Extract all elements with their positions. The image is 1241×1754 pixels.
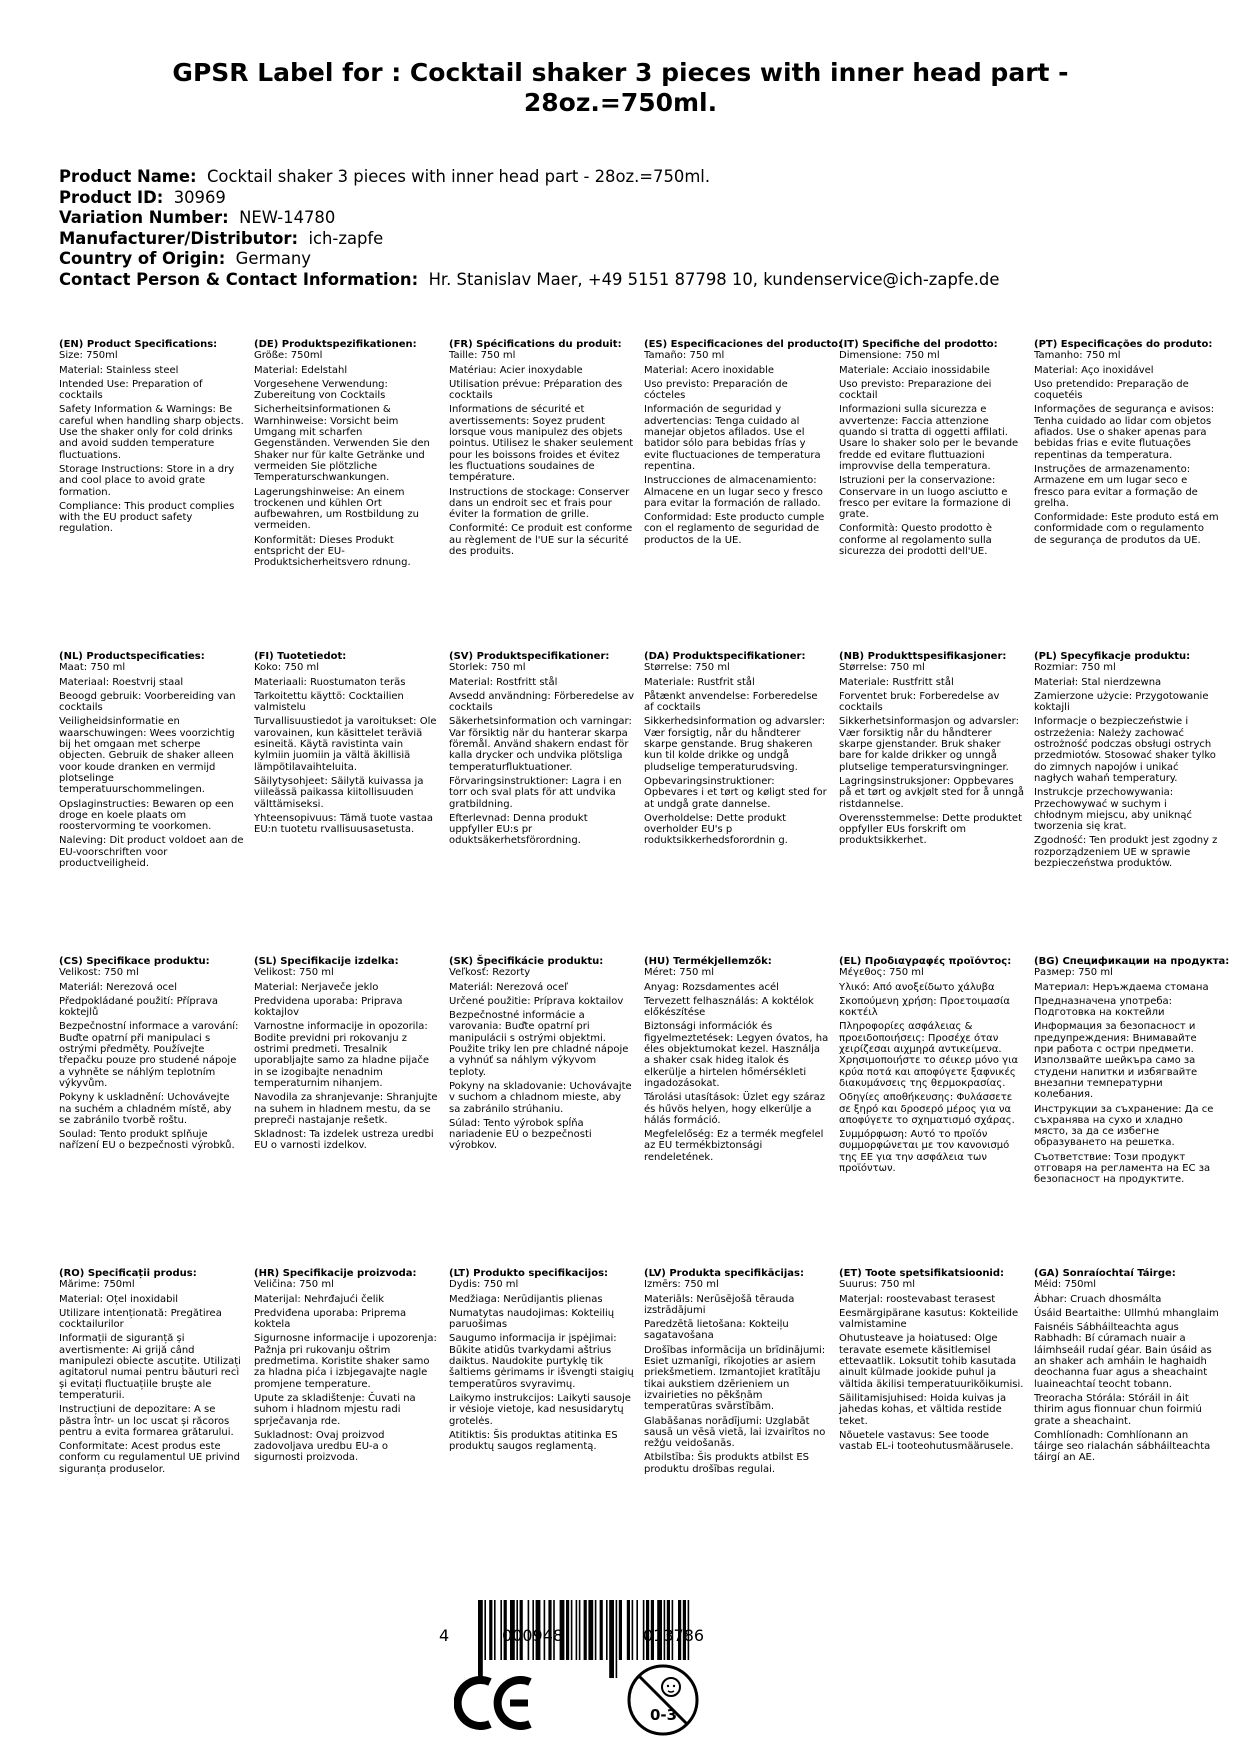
spec-line: Soulad: Tento produkt splňuje nařízení EU o bezpečnosti výrobků. — [59, 1129, 235, 1152]
spec-line: Größe: 750ml — [254, 350, 323, 362]
spec-line: Conformidade: Este produto está em conformidade com o regulamento de segurança de produtos da UE. — [1034, 512, 1219, 546]
spec-line: Materiale: Rustfrit stål — [644, 676, 755, 688]
spec-heading: (IT) Specifiche del prodotto: — [839, 339, 998, 350]
spec-line: Pokyny k uskladnění: Uchovávejte na suchém a chladném místě, aby se zabránilo tvorbě roštu. — [59, 1092, 232, 1126]
spec-line: Materiale: Acciaio inossidabile — [839, 364, 990, 376]
spec-line: Material: Rostfritt stål — [449, 676, 558, 688]
spec-line: Påtænkt anvendelse: Forberedelse af cocktails — [644, 690, 818, 714]
spec-line: Uso pretendido: Preparação de coquetéis — [1034, 378, 1189, 402]
spec-block — [449, 1268, 634, 1455]
spec-line: Dydis: 750 ml — [449, 1279, 519, 1291]
spec-heading: (FI) Tuotetiedot: — [254, 651, 347, 662]
spec-line: Numatytas naudojimas: Kokteilių paruošimas — [449, 1307, 615, 1331]
spec-line: Förvaringsinstruktioner: Lagra i en torr och sval plats för att undvika gratbildning. — [449, 775, 622, 810]
spec-line: Atbilstība: Šis produkts atbilst ES produktu drošības regulai. — [644, 1452, 810, 1475]
spec-line: Størrelse: 750 ml — [839, 662, 925, 674]
spec-line: Rozmiar: 750 ml — [1034, 662, 1116, 674]
spec-line: Instrucciones de almacenamiento: Almacene en un lugar seco y fresco para evitar la formación de rallado. — [644, 475, 823, 509]
barcode-bar — [627, 1600, 630, 1660]
spec-line: Compliance: This product complies with the EU product safety regulation. — [59, 500, 235, 535]
info-value: 30969 — [173, 187, 226, 207]
spec-line: Utilizare intenționată: Pregătirea cocktailurilor — [59, 1307, 222, 1331]
barcode-bar — [616, 1600, 618, 1678]
spec-line: Uso previsto: Preparación de cócteles — [644, 378, 788, 402]
spec-line: Yhteensopivuus: Tämä tuote vastaa EU:n tuotetu rvallisuusasetusta. — [254, 812, 433, 836]
spec-heading: (ET) Toote spetsifikatsioonid: — [839, 1268, 1005, 1279]
spec-line: Izmērs: 750 ml — [644, 1279, 719, 1291]
spec-block — [254, 651, 439, 838]
spec-line: Tarkoitettu käyttö: Cocktailien valmistelu — [254, 690, 404, 714]
barcode-bar — [619, 1600, 622, 1660]
spec-line: Overholdelse: Dette produkt overholder EU's p roduktsikkerhedsforordnin g. — [644, 812, 788, 847]
info-label: Product ID: — [59, 187, 164, 207]
spec-line: Suurus: 750 ml — [839, 1279, 916, 1291]
spec-heading: (PT) Especificações do produto: — [1034, 339, 1213, 350]
spec-line: Materiál: Nerezová oceľ — [449, 981, 568, 993]
spec-block — [59, 339, 244, 538]
barcode-bar — [494, 1600, 496, 1660]
spec-line: Méret: 750 ml — [644, 967, 715, 979]
spec-line: Μέγεθος: 750 ml — [839, 967, 924, 979]
spec-line: Zamierzone użycie: Przygotowanie koktajli — [1034, 690, 1209, 714]
spec-line: Varnostne informacije in opozorila: Bodite previdni pri rokovanju z ostrimi predmeti. Tresalnik uporabljajte samo za hladne pijače in se izogibajte nenadnim temperaturnim nihanjem. — [254, 1021, 429, 1089]
info-label: Country of Origin: — [59, 249, 226, 268]
spec-line: Información de seguridad y advertencias: Tenga cuidado al manejar objetos afilados. Use el batidor sólo para bebidas frías y evite fluctuaciones de temperatura repentina. — [644, 404, 821, 472]
spec-line: Predviđena uporaba: Priprema koktela — [254, 1307, 407, 1331]
spec-line: Materijal: Nehrđajući čelik — [254, 1293, 385, 1305]
barcode-bar — [579, 1600, 581, 1660]
spec-line: Tamaño: 750 ml — [644, 350, 725, 362]
barcode-bar — [636, 1600, 638, 1660]
spec-line: Conformidad: Este producto cumple con el reglamento de seguridad de productos de la UE. — [644, 512, 825, 546]
not-for-children-0-3-icon — [626, 1663, 700, 1737]
spec-line: Instructions de stockage: Conserver dans un endroit sec et frais pour éviter la formation de grille. — [449, 486, 630, 521]
spec-line: Material: Edelstahl — [254, 364, 348, 376]
barcode-digits-right: 013786 — [643, 1626, 705, 1645]
info-value: Hr. Stanislav Maer, +49 5151 87798 10, kundenservice@ich-zapfe.de — [428, 269, 1000, 289]
spec-line: Storage Instructions: Store in a dry and cool place to avoid grate formation. — [59, 463, 235, 498]
spec-heading: (ES) Especificaciones del producto: — [644, 339, 843, 350]
spec-line: Materiale: Rustfritt stål — [839, 676, 954, 688]
spec-line: Säilitamisjuhised: Hoida kuivas ja jahedas kohas, et vältida restide teket. — [839, 1392, 1007, 1427]
ce-mark-icon — [454, 1674, 536, 1732]
spec-line: Istruzioni per la conservazione: Conservare in un luogo asciutto e fresco per evitare la formazione di grate. — [839, 475, 1011, 521]
spec-block — [449, 956, 634, 1155]
spec-block — [839, 956, 1024, 1177]
barcode-digit-first: 4 — [439, 1626, 450, 1645]
spec-line: Overensstemmelse: Dette produktet oppfyller EUs forskrift om produktsikkerhet. — [839, 812, 1022, 847]
spec-line: Υλικό: Από ανοξείδωτο χάλυβα — [839, 981, 995, 993]
spec-line: Размер: 750 ml — [1034, 967, 1113, 979]
spec-line: Upute za skladištenje: Čuvati na suhom i hladnom mjestu radi sprječavanja rde. — [254, 1392, 416, 1427]
spec-line: Материал: Неръждаема стомана — [1034, 981, 1209, 993]
spec-line: Utilisation prévue: Préparation des cocktails — [449, 378, 623, 402]
spec-line: Drošības informācija un brīdinājumi: Esiet uzmanīgi, rīkojoties ar asiem priekšmetiem. Izmantojiet kratītāju tikai aukstiem dzērieniem un izvairieties no pēkšņām temperatūras svārstībām. — [644, 1344, 826, 1413]
spec-heading: (EL) Προδιαγραφές προϊόντος: — [839, 956, 1012, 967]
spec-line: Naleving: Dit product voldoet aan de EU-voorschriften voor productveiligheid. — [59, 835, 244, 870]
spec-line: Tamanho: 750 ml — [1034, 350, 1121, 362]
info-label: Contact Person & Contact Information: — [59, 269, 419, 289]
spec-line: Anyag: Rozsdamentes acél — [644, 981, 779, 993]
spec-line: Méid: 750ml — [1034, 1279, 1097, 1291]
barcode-bar — [576, 1600, 578, 1660]
spec-line: Glabāšanas norādījumi: Uzglabāt sausā un vēsā vietā, lai izvairītos no režģu veidošanās. — [644, 1415, 826, 1450]
spec-line: Informații de siguranță și avertismente: Ai grijă când manipulezi obiecte ascuțite. Utilizați agitatorul numai pentru băuturi reci și evitați fluctuațiile bruște ale temperaturii. — [59, 1333, 241, 1401]
spec-line: Skladnost: Ta izdelek ustreza uredbi EU o varnosti izdelkov. — [254, 1129, 434, 1152]
spec-line: Turvallisuustiedot ja varoitukset: Ole varovainen, kun käsittelet teräviä esineitä. Käytä ravistinta vain kylmiin juomiin ja vältä äkillisiä lämpötilavaihteluita. — [254, 716, 437, 773]
spec-line: Conformità: Questo prodotto è conforme al regolamento sulla sicurezza dei prodotti dell'UE. — [839, 523, 993, 558]
spec-heading: (RO) Specificații produs: — [59, 1268, 197, 1279]
spec-line: Material: Stainless steel — [59, 364, 179, 376]
barcode-digits-left: 000948 — [502, 1626, 564, 1645]
spec-line: Comhlíonadh: Comhlíonann an táirge seo rialachán sábháilteachta táirgí an AE. — [1034, 1429, 1211, 1464]
barcode-bar — [609, 1600, 614, 1678]
spec-line: Beoogd gebruik: Voorbereiding van cocktails — [59, 690, 236, 714]
spec-block — [449, 651, 634, 850]
spec-line: Size: 750ml — [59, 350, 118, 362]
spec-line: Tervezett felhasználás: A koktélok előkészítése — [644, 995, 814, 1019]
spec-line: Velikost: 750 ml — [254, 967, 334, 979]
spec-line: Storlek: 750 ml — [449, 662, 526, 674]
spec-heading: (DE) Produktspezifikationen: — [254, 339, 417, 350]
spec-line: Σκοπούμενη χρήση: Προετοιμασία κοκτέιλ — [839, 995, 1010, 1019]
spec-line: Lagerungshinweise: An einem trockenen und kühlen Ort aufbewahren, um Rostbildung zu vermeiden. — [254, 486, 419, 532]
barcode-bar — [484, 1600, 486, 1660]
info-label: Manufacturer/Distributor: — [59, 228, 299, 248]
spec-line: Ohutusteave ja hoiatused: Olge teravate esemete käsitlemisel ettevaatlik. Loksutit tohib kasutada ainult külmade jookide puhul ja vältida äkilisi temperatuurikõikumisi. — [839, 1333, 1024, 1390]
spec-block — [254, 956, 439, 1155]
spec-line: Predvidena uporaba: Priprava koktajlov — [254, 995, 403, 1019]
spec-block — [59, 1268, 244, 1478]
barcode-bar — [588, 1600, 593, 1660]
spec-line: Nõuetele vastavus: See toode vastab EL-i tooteohutusmäärusele. — [839, 1429, 1014, 1453]
spec-line: Medžiaga: Nerūdijantis plienas — [449, 1293, 603, 1305]
spec-line: Materiāls: Nerūsējošā tērauda izstrādājumi — [644, 1293, 795, 1316]
spec-line: Matériau: Acier inoxydable — [449, 364, 583, 376]
spec-line: Sicherheitsinformationen & Warnhinweise: Vorsicht beim Umgang mit scharfen Gegenständen. Verwenden Sie den Shaker nur für kalte Getränke und vermeiden Sie plötzliche Temperaturschwankungen. — [254, 404, 430, 484]
spec-line: Informações de segurança e avisos: Tenha cuidado ao lidar com objetos afiados. Use o shaker apenas para bebidas frias e evite flutuações repentinas da temperatura. — [1034, 404, 1215, 461]
spec-line: Předpokládané použití: Příprava koktejlů — [59, 995, 219, 1019]
info-row-manufacturer — [59, 229, 999, 250]
spec-heading: (EN) Product Specifications: — [59, 339, 218, 350]
spec-line: Úsáid Beartaithe: Ullmhú mhanglaim — [1034, 1307, 1219, 1319]
spec-heading: (HR) Specifikacije proizvoda: — [254, 1268, 417, 1279]
info-label: Product Name: — [59, 167, 197, 186]
spec-line: Veľkosť: Rezorty — [449, 967, 531, 979]
info-row-product-id — [59, 188, 999, 209]
spec-line: Biztonsági információk és figyelmeztetések: Legyen óvatos, ha éles objektumokat kezel. Használja a shaker csak hideg italok és elkerülje a hirtelen hőmérsékleti ingadozásokat. — [644, 1021, 829, 1089]
spec-block — [449, 339, 634, 560]
spec-block — [1034, 651, 1219, 872]
spec-line: Koko: 750 ml — [254, 662, 320, 674]
spec-line: Material: Acero inoxidable — [644, 364, 775, 376]
spec-line: Konformität: Dieses Produkt entspricht der EU-Produktsicherheitsvero rdnung. — [254, 534, 411, 569]
spec-heading: (SL) Specifikacije izdelka: — [254, 956, 399, 967]
spec-line: Lagringsinstruksjoner: Oppbevares på et tørt og avkjølt sted for å unngå ristdannelse. — [839, 775, 1024, 810]
spec-block — [1034, 1268, 1219, 1467]
spec-line: Laikymo instrukcijos: Laikyti sausoje ir vėsioje vietoje, kad nesusidarytų grotelės. — [449, 1392, 631, 1427]
spec-line: Bezpečnostní informace a varování: Buďte opatrní při manipulaci s ostrými předměty. Používejte třepačku pouze pro studené nápoje a vyhněte se náhlým teplotním výkyvům. — [59, 1021, 239, 1089]
age-label: 0-3 — [650, 1706, 678, 1724]
spec-line: Предназначена употреба: Подготовка на коктейли — [1034, 995, 1173, 1019]
spec-line: Materiaal: Roestvrij staal — [59, 676, 184, 688]
spec-line: Megfelelőség: Ez a termék megfelel az EU termékbiztonsági rendeletének. — [644, 1129, 824, 1163]
spec-line: Safety Information & Warnings: Be careful when handling sharp objects. Use the shaker only for cold drinks and avoid sudden temperature fluctuations. — [59, 404, 244, 461]
spec-line: Информация за безопасност и предупреждения: Внимавайте при работа с остри предмети. Използвайте шейкъра само за студени напитки и избягвайте внезапни температурни колебания. — [1034, 1021, 1198, 1101]
spec-block — [1034, 956, 1230, 1189]
spec-line: Säilytysohjeet: Säilytä kuivassa ja viileässä paikassa kiitollisuuden välttämiseksi. — [254, 775, 424, 810]
spec-line: Material: Oțel inoxidabil — [59, 1293, 179, 1305]
barcode-bar — [600, 1600, 603, 1660]
spec-block — [1034, 339, 1219, 549]
spec-line: Sukladnost: Ovaj proizvod zadovoljava uredbu EU-a o sigurnosti proizvoda. — [254, 1429, 389, 1464]
spec-line: Faisnéis Sábháilteachta agus Rabhadh: Bí cúramach nuair a láimhseáil rudaí géar. Bain úsáid as an shaker ach amháin le haghaidh deochanna fuar agus a sheachaint luaineachtaí teocht tobann. — [1034, 1322, 1212, 1390]
info-row-country-of-origin — [59, 249, 999, 270]
info-value: ich-zapfe — [308, 228, 384, 248]
spec-line: Eesmärgipärane kasutus: Kokteilide valmistamine — [839, 1307, 1019, 1331]
spec-block — [644, 1268, 829, 1478]
barcode-bar — [606, 1600, 608, 1660]
spec-line: Atitiktis: Šis produktas atitinka ES produktų saugos reglamentą. — [449, 1429, 618, 1453]
info-row-product-name — [59, 167, 999, 188]
barcode-bar — [632, 1600, 634, 1660]
spec-line: Съответствие: Този продукт отговаря на регламента на ЕС за безопасност на продуктите. — [1034, 1151, 1211, 1186]
spec-line: Instrukcje przechowywania: Przechowywać w suchym i chłodnym miejscu, aby uniknąć tworzenia się krat. — [1034, 787, 1192, 833]
spec-block — [644, 956, 829, 1166]
spec-block — [59, 956, 244, 1155]
spec-line: Opbevaringsinstruktioner: Opbevares i et tørt og køligt sted for at undgå grate dannelse. — [644, 775, 827, 810]
spec-heading: (GA) Sonraíochtaí Táirge: — [1034, 1268, 1176, 1279]
spec-line: Συμμόρφωση: Αυτό το προϊόν συμμορφώνεται με τον κανονισμό της ΕΕ για την ασφάλεια των προϊόντων. — [839, 1129, 1010, 1175]
spec-line: Materiál: Nerezová ocel — [59, 981, 177, 993]
spec-line: Veiligheidsinformatie en waarschuwingen: Wees voorzichtig bij het omgaan met scherpe objecten. Gebruik de shaker alleen voor koude dranken en vermijd plotselinge temperatuurschommelingen. — [59, 716, 235, 796]
spec-heading: (LT) Produkto specifikacijos: — [449, 1268, 609, 1279]
barcode-bar — [595, 1600, 597, 1660]
spec-line: Mărime: 750ml — [59, 1279, 135, 1291]
spec-line: Avsedd användning: Förberedelse av cocktails — [449, 690, 634, 714]
spec-line: Bezpečnostné informácie a varovania: Buďte opatrní pri manipulácii s ostrými objektmi. Použite triky len pre chladné nápoje a vyhnúť sa náhlym výkyvom teploty. — [449, 1010, 629, 1078]
spec-block — [644, 651, 829, 850]
spec-line: Sigurnosne informacije i upozorenja: Pažnja pri rukovanju oštrim predmetima. Koristite shaker samo za hladna pića i izbjegavajte nagle promjene temperature. — [254, 1333, 437, 1390]
spec-line: Navodila za shranjevanje: Shranjujte na suhem in hladnem mestu, da se prepreči nastajanje rešetk. — [254, 1092, 438, 1126]
spec-line: Material: Aço inoxidável — [1034, 364, 1154, 376]
spec-heading: (DA) Produktspecifikationer: — [644, 651, 806, 662]
spec-line: Vorgesehene Verwendung: Zubereitung von Cocktails — [254, 378, 388, 402]
spec-line: Treoracha Stórála: Stóráil in áit thirim agus fionnuar chun foirmiú grate a sheachaint. — [1034, 1392, 1202, 1427]
spec-block — [839, 339, 1024, 560]
info-row-contact — [59, 270, 999, 291]
barcode-bar — [566, 1600, 569, 1660]
spec-line: Opslaginstructies: Bewaren op een droge en koele plaats om roostervorming te voorkomen. — [59, 798, 234, 833]
spec-line: Informations de sécurité et avertissements: Soyez prudent lorsque vous manipulez des objets pointus. Utilisez le shaker seulement pour les boissons froides et évitez les fluctuations soudaines de température. — [449, 404, 634, 484]
spec-line: Ábhar: Cruach dhosmálta — [1034, 1293, 1162, 1305]
spec-line: Material: Nerjaveče jeklo — [254, 981, 379, 993]
page-title: GPSR Label for : Cocktail shaker 3 pieces with inner head part - 28oz.=750ml. — [172, 58, 1069, 117]
spec-line: Størrelse: 750 ml — [644, 662, 730, 674]
info-value: Germany — [235, 249, 312, 268]
spec-heading: (SV) Produktspecifikationer: — [449, 651, 610, 662]
spec-line: Informazioni sulla sicurezza e avvertenze: Faccia attenzione quando si tratta di oggetti affilati. Usare lo shaker solo per le bevande fredde ed evitare fluttuazioni improvvise della temperatura. — [839, 404, 1019, 472]
spec-line: Dimensione: 750 ml — [839, 350, 940, 362]
info-label: Variation Number: — [59, 208, 229, 227]
spec-block — [839, 651, 1024, 850]
spec-heading: (BG) Спецификации на продукта: — [1034, 956, 1230, 967]
info-row-variation-number — [59, 208, 999, 229]
spec-line: Conformité: Ce produit est conforme au règlement de l'UE sur la sécurité des produits. — [449, 523, 633, 558]
info-value: Cocktail shaker 3 pieces with inner head part - 28oz.=750ml. — [206, 167, 711, 186]
spec-line: Instrucțiuni de depozitare: A se păstra într- un loc uscat și răcoros pentru a evita formarea grătarului. — [59, 1404, 234, 1438]
spec-block — [254, 1268, 439, 1467]
spec-line: Maat: 750 ml — [59, 662, 126, 674]
spec-line: Veličina: 750 ml — [254, 1279, 334, 1291]
spec-line: Zgodność: Ten produkt jest zgodny z rozporządzeniem UE w sprawie bezpieczeństwa produktów. — [1034, 835, 1218, 870]
spec-line: Οδηγίες αποθήκευσης: Φυλάσσετε σε ξηρό και δροσερό μέρος για να αποφύγετε το σχηματισμό σχάρας. — [839, 1092, 1015, 1126]
spec-line: Materiał: Stal nierdzewna — [1034, 676, 1162, 688]
spec-block — [254, 339, 439, 572]
product-info — [59, 167, 999, 290]
spec-line: Taille: 750 ml — [449, 350, 516, 362]
spec-line: Materjal: roostevabast terasest — [839, 1293, 996, 1305]
info-value: NEW-14780 — [239, 208, 336, 227]
spec-heading: (CS) Specifikace produktu: — [59, 956, 210, 967]
spec-block — [644, 339, 843, 549]
spec-line: Saugumo informacija ir įspėjimai: Būkite atidūs tvarkydami aštrius daiktus. Naudokite purtyklę tik šaltiems gėrimams ir išvengti staigių temperatūros svyravimų. — [449, 1333, 634, 1390]
spec-line: Tárolási utasítások: Üzlet egy száraz és hűvös helyen, hogy elkerülje a hálás formáció. — [644, 1092, 826, 1126]
spec-line: Intended Use: Preparation of cocktails — [59, 378, 203, 402]
spec-heading: (PL) Specyfikacje produktu: — [1034, 651, 1191, 662]
spec-line: Pokyny na skladovanie: Uchovávajte v suchom a chladnom mieste, aby sa zabránilo strúhaniu. — [449, 1080, 632, 1115]
barcode-bar — [489, 1600, 492, 1660]
spec-heading: (NL) Productspecificaties: — [59, 651, 205, 662]
spec-line: Súlad: Tento výrobok spĺňa nariadenie EÚ o bezpečnosti výrobkov. — [449, 1117, 592, 1152]
spec-heading: (LV) Produkta specifikācijas: — [644, 1268, 804, 1279]
spec-line: Informacje o bezpieczeństwie i ostrzeżenia: Należy zachować ostrożność podczas obsługi ostrych przedmiotów. Stosować shaker tylko do zimnych napojów i unikać nagłych wahań temperatury. — [1034, 716, 1216, 784]
barcode-bar — [584, 1600, 587, 1660]
spec-line: Säkerhetsinformation och varningar: Var försiktig när du hanterar skarpa föremål. Använd shakern endast för kalla drycker och undvika plötsliga temperaturfluktuationer. — [449, 716, 632, 773]
spec-line: Forventet bruk: Forberedelse av cocktails — [839, 690, 1000, 714]
spec-heading: (FR) Spécifications du produit: — [449, 339, 622, 350]
barcode-bar — [571, 1600, 573, 1660]
spec-line: Velikost: 750 ml — [59, 967, 139, 979]
spec-line: Uso previsto: Preparazione dei cocktail — [839, 378, 992, 402]
spec-heading: (NB) Produkttspesifikasjoner: — [839, 651, 1007, 662]
spec-line: Efterlevnad: Denna produkt uppfyller EU:s pr oduktsäkerhetsförordning. — [449, 812, 588, 847]
spec-line: Určené použitie: Príprava koktailov — [449, 995, 624, 1007]
spec-block — [839, 1268, 1024, 1455]
spec-line: Инструкции за съхранение: Да се съхранява на сухо и хладно място, за да се избегне образуването на решетка. — [1034, 1103, 1214, 1149]
spec-heading: (SK) Špecifikácie produktu: — [449, 956, 604, 967]
spec-line: Conformitate: Acest produs este conform cu regulamentul UE privind siguranța produselor. — [59, 1441, 240, 1475]
spec-block — [59, 651, 244, 872]
spec-heading: (HU) Termékjellemzők: — [644, 956, 772, 967]
spec-line: Materiaali: Ruostumaton teräs — [254, 676, 406, 688]
spec-line: Paredzētā lietošana: Kokteiļu sagatavošana — [644, 1319, 789, 1342]
spec-line: Sikkerhedsinformation og advarsler: Vær forsigtig, når du håndterer skarpe genstande. Brug shakeren kun til kolde drikke og undgå pludselige temperaturudsving. — [644, 716, 826, 773]
spec-line: Instruções de armazenamento: Armazene em um lugar seco e fresco para evitar a formação de grelha. — [1034, 463, 1198, 509]
spec-line: Sikkerhetsinformasjon og advarsler: Vær forsiktig når du håndterer skarpe gjenstander. Bruk shaker bare for kalde drikker og unngå plutselige temperatursvingninger. — [839, 716, 1019, 773]
spec-line: Πληροφορίες ασφάλειας & προειδοποιήσεις: Προσέχε όταν χειρίζεσαι αιχμηρά αντικείμενα. Χρησιμοποιήστε το σέικερ μόνο για κρύα ποτά και αποφύγετε ξαφνικές διακυμάνσεις της θερμοκρασίας. — [839, 1021, 1019, 1089]
barcode-bar — [478, 1600, 483, 1678]
